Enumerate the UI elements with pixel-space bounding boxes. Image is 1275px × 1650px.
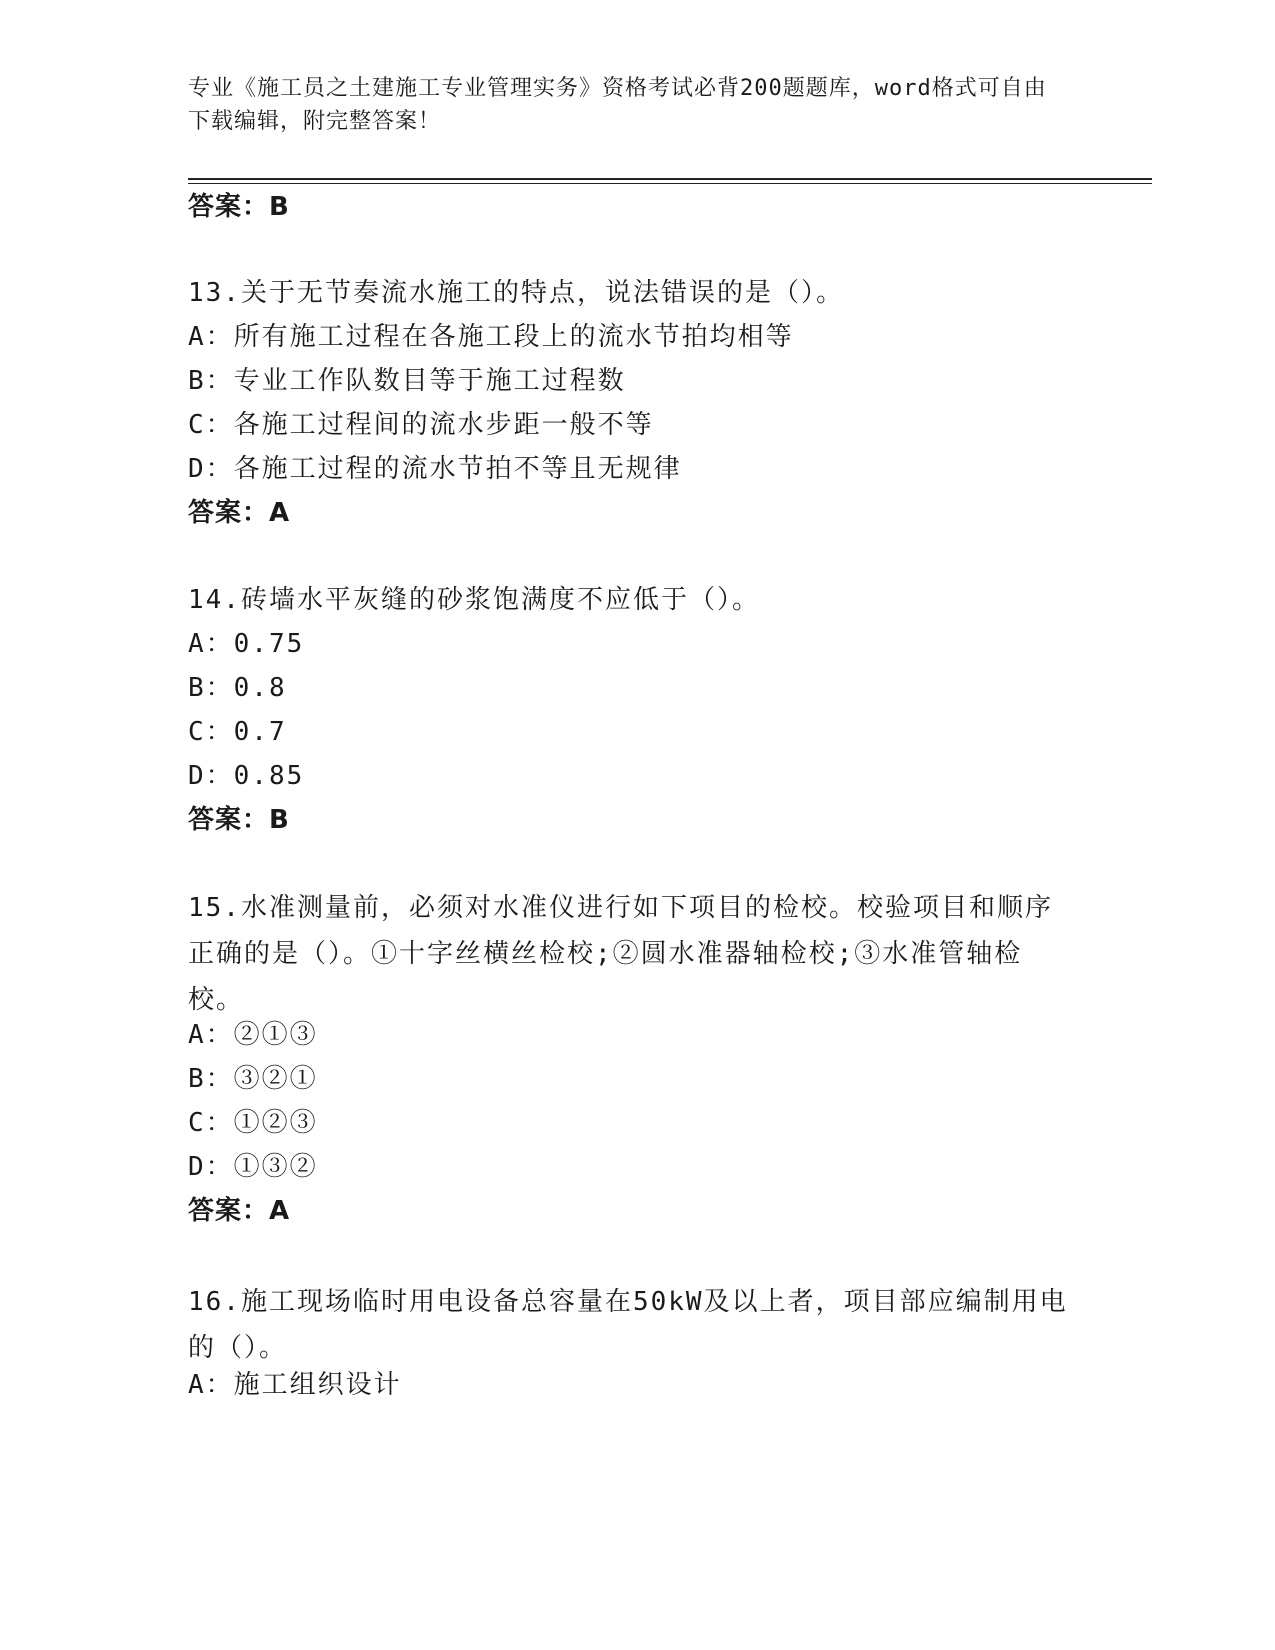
question-13-option-d: D：各施工过程的流水节拍不等且无规律 xyxy=(188,454,682,484)
question-13-option-c: C：各施工过程间的流水步距一般不等 xyxy=(188,410,654,440)
question-14-option-c: C：0.7 xyxy=(188,717,287,747)
answer-q12: 答案：B xyxy=(188,192,290,222)
document-header: 专业《施工员之土建施工专业管理实务》资格考试必背200题题库，word格式可自由下载编辑，附完整答案！ xyxy=(188,76,1047,134)
question-16-option-a: A：施工组织设计 xyxy=(188,1370,402,1400)
question-14-option-a: A：0.75 xyxy=(188,629,305,659)
header-divider-thin xyxy=(188,183,1152,184)
question-13-option-b: B：专业工作队数目等于施工过程数 xyxy=(188,366,626,396)
answer-q15: 答案：A xyxy=(188,1196,291,1226)
question-15-option-d: D：①③② xyxy=(188,1152,318,1182)
answer-q14: 答案：B xyxy=(188,805,290,835)
question-13-option-a: A：所有施工过程在各施工段上的流水节拍均相等 xyxy=(188,322,794,352)
answer-q13: 答案：A xyxy=(188,498,291,528)
question-13-text: 13.关于无节奏流水施工的特点，说法错误的是（）。 xyxy=(188,278,844,308)
question-15-option-c: C：①②③ xyxy=(188,1108,318,1138)
question-15-option-b: B：③②① xyxy=(188,1064,318,1094)
question-16-text: 16.施工现场临时用电设备总容量在50kW及以上者，项目部应编制用电的（）。 xyxy=(188,1287,1068,1363)
question-15-option-a: A：②①③ xyxy=(188,1020,318,1050)
header-divider-thick xyxy=(188,178,1152,180)
question-14-option-b: B：0.8 xyxy=(188,673,287,703)
question-14-text: 14.砖墙水平灰缝的砂浆饱满度不应低于（）。 xyxy=(188,585,760,615)
question-14-option-d: D：0.85 xyxy=(188,761,305,791)
question-15-text: 15.水准测量前，必须对水准仪进行如下项目的检校。校验项目和顺序正确的是（）。①十字丝横丝检校;②圆水准器轴检校;③水准管轴检校。 xyxy=(188,893,1053,1015)
